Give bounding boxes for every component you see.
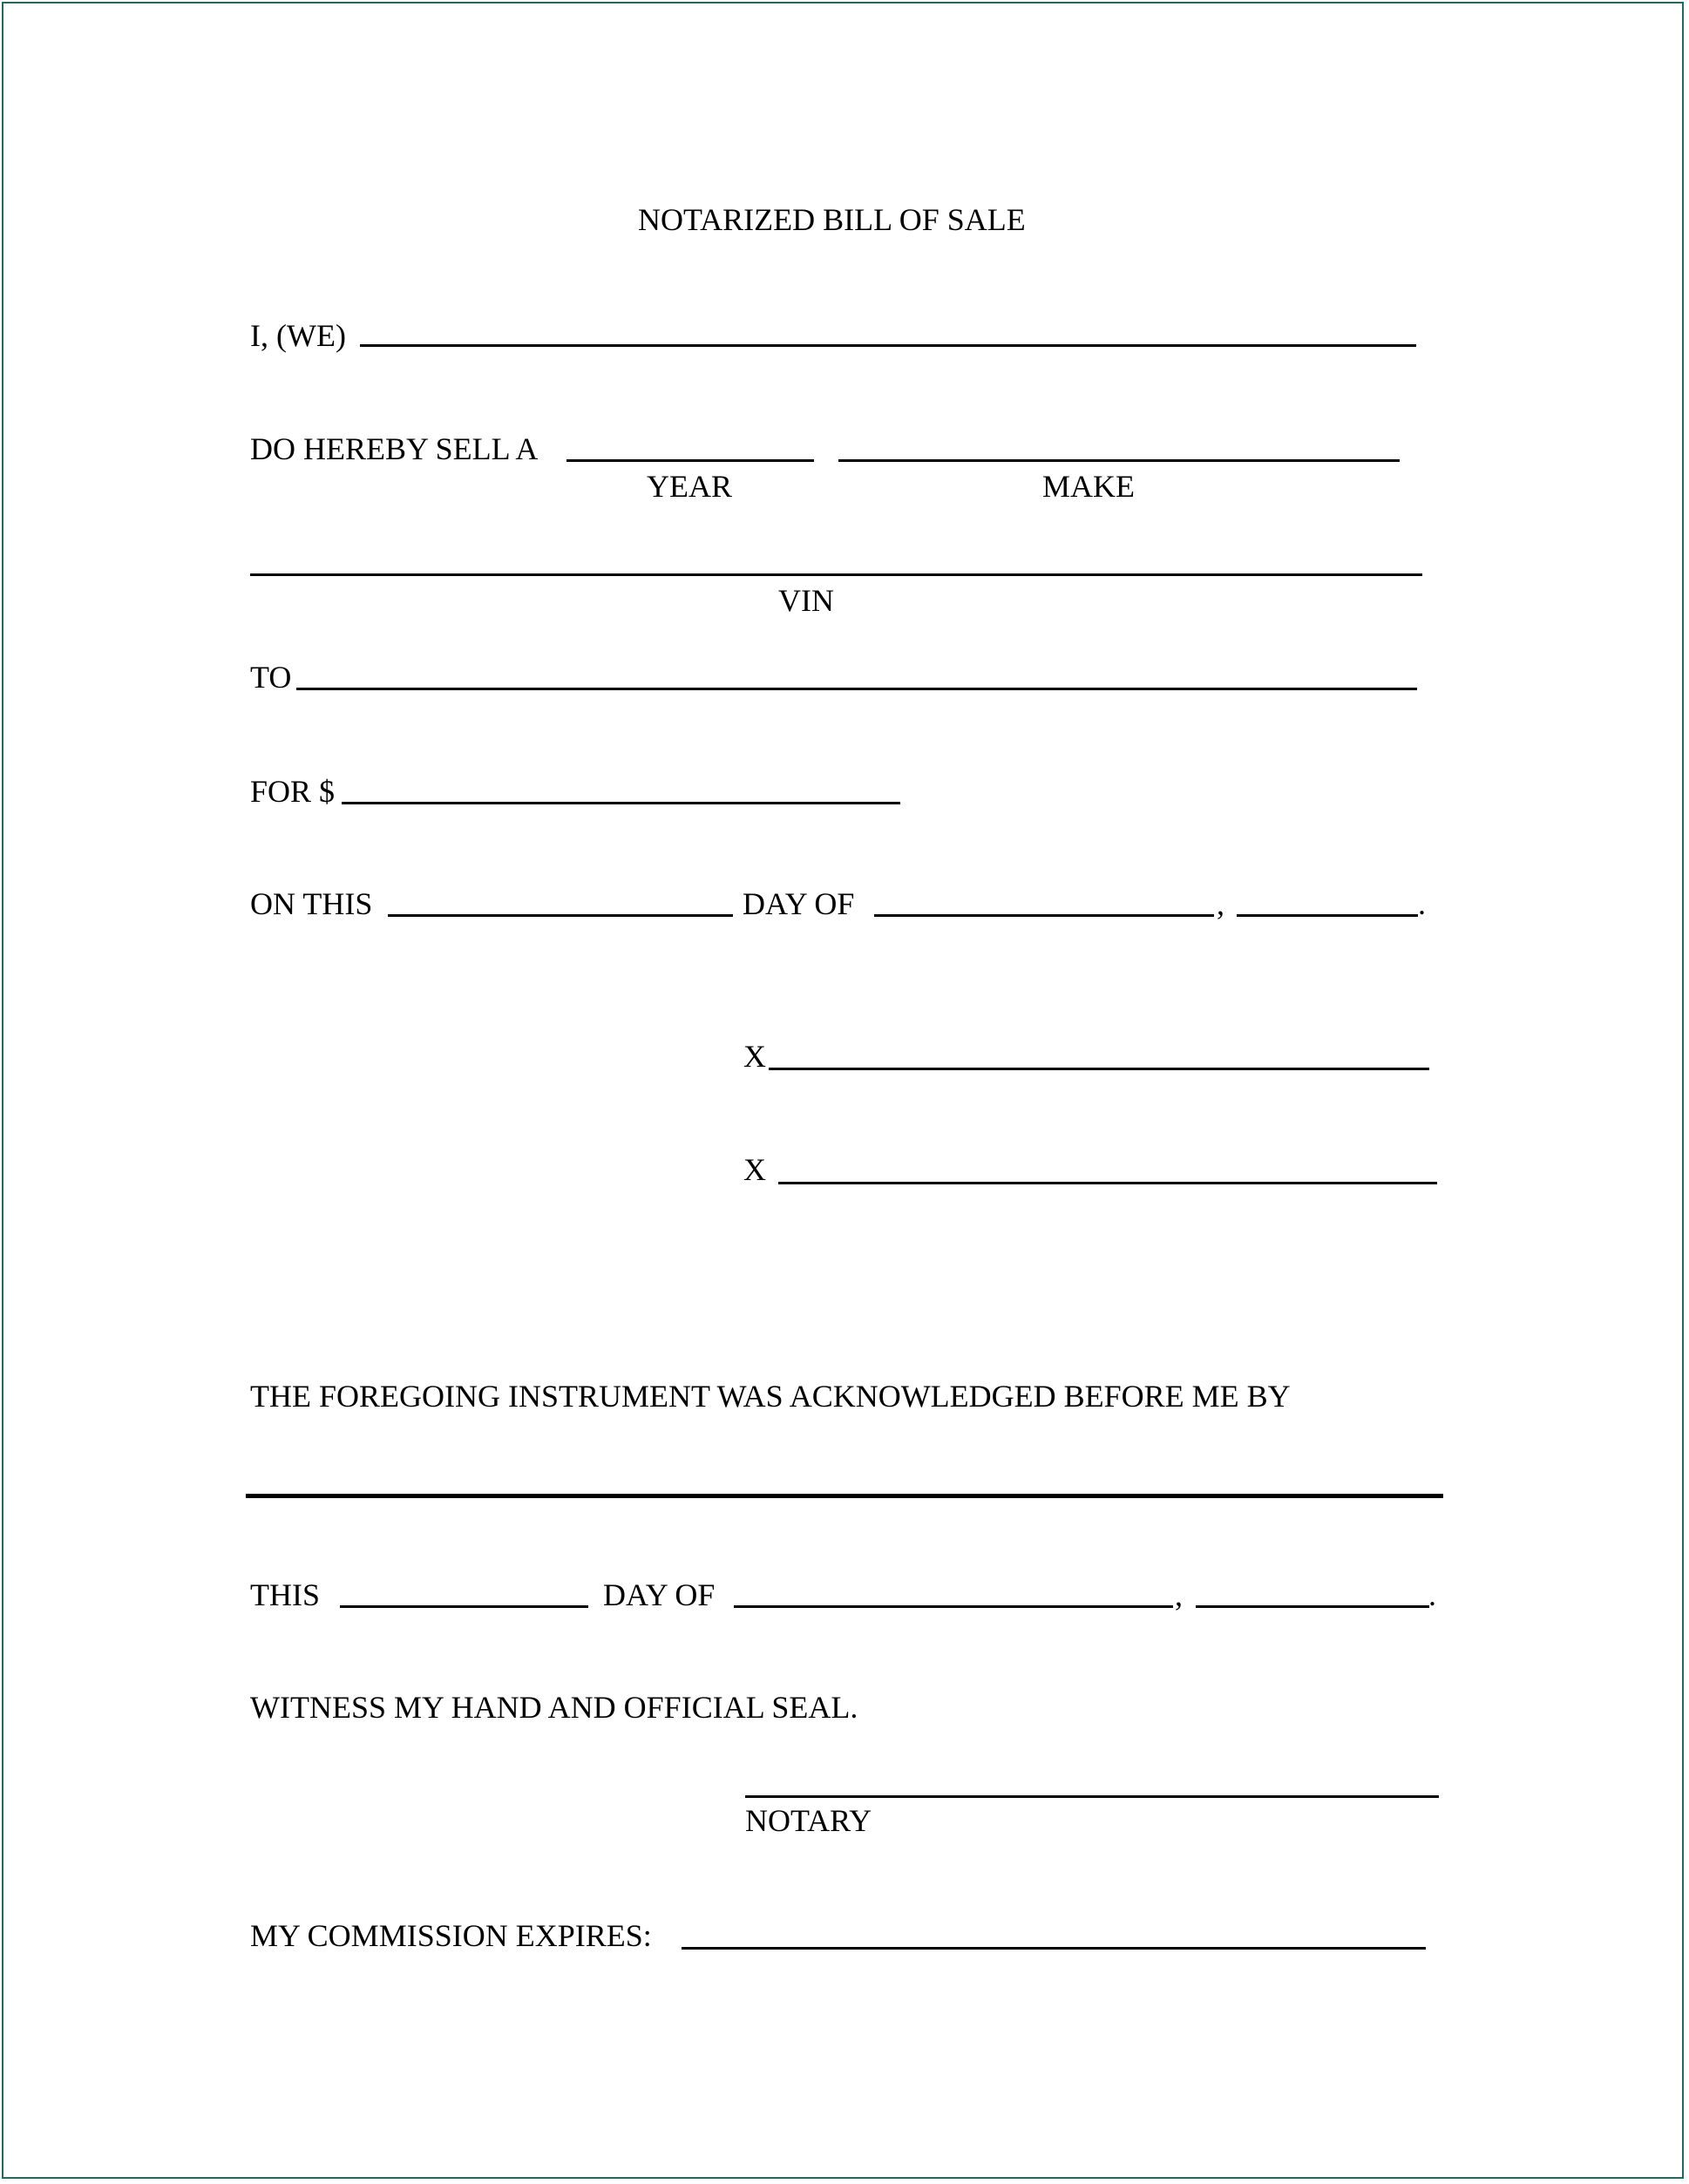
seller-signature-2[interactable] xyxy=(778,1182,1437,1184)
this-label: THIS xyxy=(250,1577,320,1612)
notary-date-comma: , xyxy=(1175,1577,1183,1612)
sale-year-field[interactable] xyxy=(1237,914,1418,917)
notary-month-field[interactable] xyxy=(734,1605,1173,1608)
day-of-label-2: DAY OF xyxy=(603,1577,716,1612)
buyer-name-field[interactable] xyxy=(296,688,1417,690)
date-period: . xyxy=(1418,886,1426,921)
notary-day-field[interactable] xyxy=(340,1605,588,1608)
on-this-label: ON THIS xyxy=(250,886,373,921)
acknowledged-by-field[interactable] xyxy=(246,1494,1443,1498)
sale-month-field[interactable] xyxy=(874,914,1214,917)
signature-mark-2: X xyxy=(743,1152,766,1187)
price-field[interactable] xyxy=(342,802,900,804)
seller-label: I, (WE) xyxy=(250,318,346,353)
price-label: FOR $ xyxy=(250,774,336,809)
vehicle-make-field[interactable] xyxy=(838,459,1400,462)
seller-name-field[interactable] xyxy=(360,344,1416,347)
commission-expires-field[interactable] xyxy=(682,1947,1426,1950)
vin-caption: VIN xyxy=(778,583,834,618)
vin-field[interactable] xyxy=(250,573,1422,576)
day-of-label: DAY OF xyxy=(743,886,855,921)
sell-label: DO HEREBY SELL A xyxy=(250,431,539,466)
witness-text: WITNESS MY HAND AND OFFICIAL SEAL. xyxy=(250,1690,858,1725)
notary-year-field[interactable] xyxy=(1196,1605,1429,1608)
notary-date-period: . xyxy=(1428,1577,1436,1612)
sale-day-field[interactable] xyxy=(388,914,733,917)
commission-label: MY COMMISSION EXPIRES: xyxy=(250,1918,652,1953)
date-comma: , xyxy=(1217,886,1224,921)
notary-caption: NOTARY xyxy=(745,1803,872,1838)
notary-signature-field[interactable] xyxy=(745,1795,1439,1798)
year-caption: YEAR xyxy=(647,469,732,504)
buyer-label: TO xyxy=(250,660,292,695)
signature-mark-1: X xyxy=(743,1039,766,1074)
form-title: NOTARIZED BILL OF SALE xyxy=(638,202,1026,237)
seller-signature-1[interactable] xyxy=(769,1068,1429,1070)
acknowledgment-text: THE FOREGOING INSTRUMENT WAS ACKNOWLEDGED BEFORE ME BY xyxy=(250,1379,1291,1414)
make-caption: MAKE xyxy=(1042,469,1135,504)
vehicle-year-field[interactable] xyxy=(566,459,814,462)
